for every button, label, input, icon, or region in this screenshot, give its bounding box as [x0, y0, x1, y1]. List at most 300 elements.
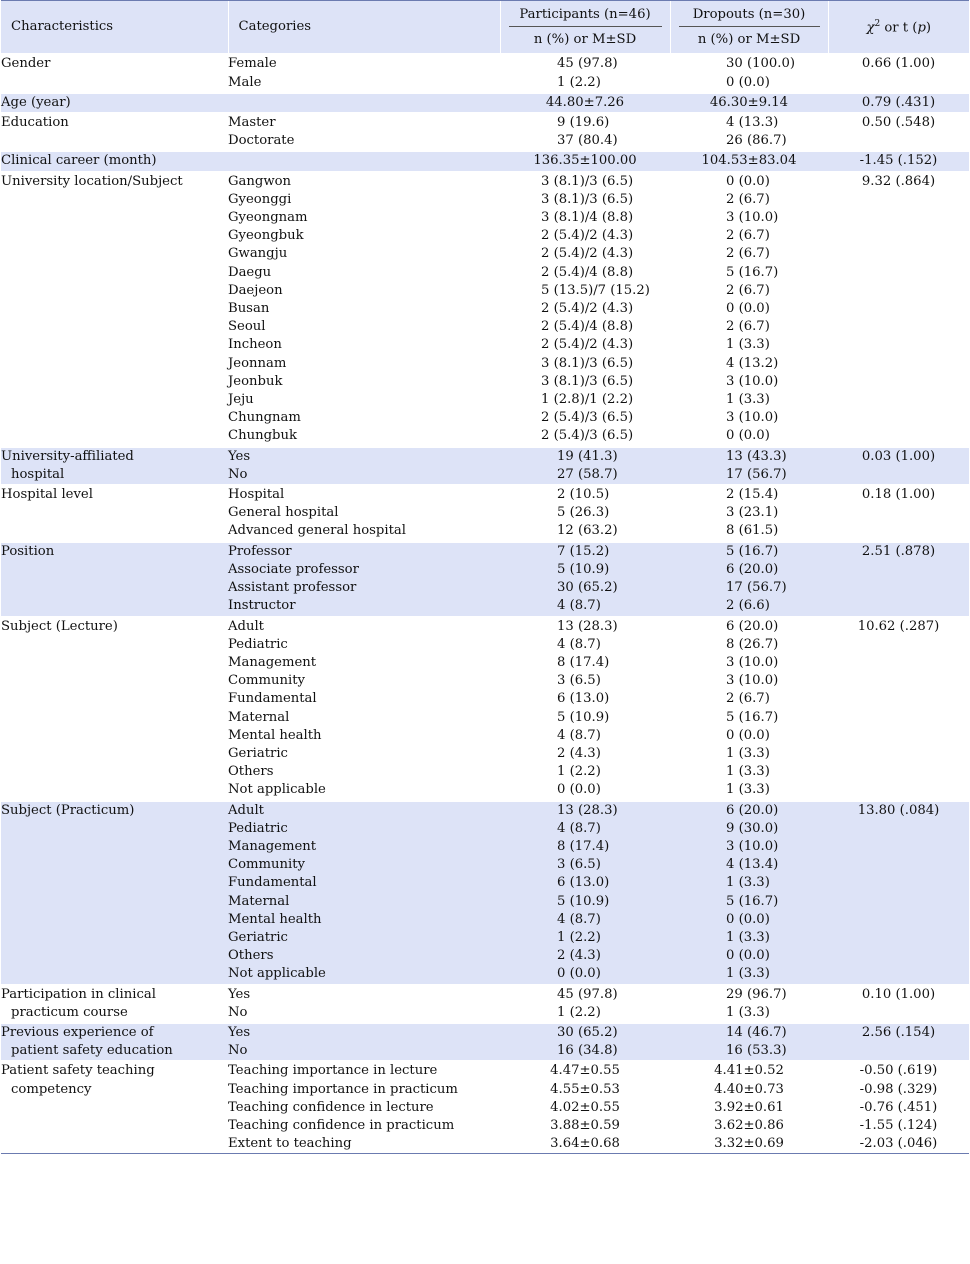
category-label: Adult: [228, 618, 264, 634]
category-label: Management: [228, 838, 317, 854]
dropouts-value: 1 (3.3): [726, 764, 770, 780]
header-dropouts-label: Dropouts (n=30): [692, 7, 806, 22]
category-label: Advanced general hospital: [228, 523, 406, 539]
participants-value: 4.47±0.55: [550, 1063, 620, 1079]
participants-value: 8 (17.4): [557, 838, 610, 854]
characteristic-label: competency: [11, 1081, 92, 1097]
dropouts-value: 6 (20.0): [726, 561, 779, 577]
characteristic-label: patient safety education: [11, 1043, 173, 1059]
category-label: Others: [228, 764, 274, 780]
characteristic-cell: [1, 542, 228, 617]
participants-value: 3 (8.1)/3 (6.5): [541, 173, 634, 189]
header-chi-superscript: 2: [874, 19, 881, 29]
characteristic-cell: [1, 1023, 228, 1061]
participants-value: 12 (63.2): [557, 523, 618, 539]
dropouts-cell: [670, 1061, 828, 1154]
participants-value: 5 (13.5)/7 (15.2): [541, 282, 650, 298]
statistic-cell: [828, 617, 969, 801]
table-row: [1, 93, 969, 113]
participants-value: 5 (10.9): [557, 561, 610, 577]
statistic-cell: [828, 1023, 969, 1061]
dropouts-value: 3 (10.0): [726, 838, 779, 854]
dropouts-value: 5 (16.7): [726, 893, 779, 909]
participants-value: 1 (2.2): [557, 764, 601, 780]
category-cell: [228, 113, 500, 151]
characteristic-cell: [1, 617, 228, 801]
category-label: Jeju: [228, 392, 254, 408]
category-label: Community: [228, 673, 305, 689]
category-cell: [228, 1023, 500, 1061]
category-label: Hospital: [228, 487, 285, 503]
table-row: [1, 485, 969, 542]
dropouts-cell: [670, 801, 828, 985]
participants-value: 37 (80.4): [557, 133, 618, 149]
dropouts-value: 1 (3.3): [726, 392, 770, 408]
participants-value: 4 (8.7): [557, 636, 601, 652]
statistic-value: -1.55 (.124): [859, 1117, 938, 1133]
participants-value: 3 (6.5): [557, 857, 601, 873]
participants-value: 0 (0.0): [557, 782, 601, 798]
category-label: Daejeon: [228, 282, 283, 298]
participants-value: 44.80±7.26: [545, 94, 625, 110]
participants-value: 27 (58.7): [557, 466, 618, 482]
table-row: [1, 985, 969, 1023]
dropouts-value: 3.62±0.86: [714, 1117, 784, 1133]
table-row: [1, 542, 969, 617]
category-label: Gyeongbuk: [228, 228, 304, 244]
dropouts-value: 2 (6.7): [726, 228, 770, 244]
statistic-value: 0.03 (1.00): [861, 448, 936, 464]
category-label: Mental health: [228, 911, 322, 927]
dropouts-value: 14 (46.7): [726, 1024, 787, 1040]
dropouts-cell: [670, 542, 828, 617]
category-label: Chungbuk: [228, 428, 297, 444]
dropouts-cell: [670, 1023, 828, 1061]
dropouts-value: 16 (53.3): [726, 1043, 787, 1059]
statistic-cell: [828, 485, 969, 542]
category-label: Geriatric: [228, 745, 288, 761]
header-participants-label: Participants (n=46): [519, 7, 651, 22]
participants-value: 5 (10.9): [557, 893, 610, 909]
header-categories: Categories: [228, 1, 500, 55]
participants-value: 6 (13.0): [557, 875, 610, 891]
characteristic-label: Position: [1, 543, 55, 559]
statistic-cell: [828, 113, 969, 151]
characteristic-label: Education: [1, 115, 69, 131]
characteristic-label: Previous experience of: [1, 1024, 154, 1040]
category-label: Associate professor: [228, 561, 359, 577]
category-label: Mental health: [228, 727, 322, 743]
category-label: Fundamental: [228, 691, 317, 707]
statistic-cell: [828, 1061, 969, 1154]
statistic-value: 0.79 (.431): [861, 94, 936, 110]
dropouts-value: 2 (6.7): [726, 246, 770, 262]
header-participants-sub: n (%) or M±SD: [500, 27, 670, 54]
dropouts-value: 2 (6.7): [726, 282, 770, 298]
table-row: [1, 801, 969, 985]
category-label: Geriatric: [228, 929, 288, 945]
participants-cell: [500, 151, 670, 171]
dropouts-value: 0 (0.0): [726, 74, 770, 90]
dropouts-cell: [670, 151, 828, 171]
category-cell: [228, 1061, 500, 1154]
participants-value: 136.35±100.00: [533, 153, 637, 169]
dropouts-value: 0 (0.0): [726, 173, 770, 189]
dropouts-value: 4.40±0.73: [714, 1081, 784, 1097]
statistic-cell: [828, 542, 969, 617]
category-cell: [228, 93, 500, 113]
dropouts-cell: [670, 447, 828, 485]
dropouts-value: 1 (3.3): [726, 745, 770, 761]
characteristic-label: University-affiliated: [1, 448, 134, 464]
participants-value: 1 (2.2): [557, 74, 601, 90]
category-label: Management: [228, 654, 317, 670]
header-dropouts: [670, 1, 828, 28]
participants-value: 7 (15.2): [557, 543, 610, 559]
dropouts-value: 3 (10.0): [726, 673, 779, 689]
category-label: Professor: [228, 543, 292, 559]
characteristic-cell: [1, 54, 228, 92]
dropouts-value: 3.32±0.69: [714, 1136, 784, 1152]
participants-value: 9 (19.6): [557, 115, 610, 131]
participants-value: 1 (2.2): [557, 1004, 601, 1020]
category-label: Male: [228, 74, 262, 90]
participants-value: 4 (8.7): [557, 598, 601, 614]
participants-cell: [500, 172, 670, 447]
dropouts-value: 5 (16.7): [726, 264, 779, 280]
statistic-value: 0.66 (1.00): [861, 56, 936, 72]
participants-value: 30 (65.2): [557, 580, 618, 596]
dropouts-value: 4.41±0.52: [714, 1063, 784, 1079]
dropouts-value: 17 (56.7): [726, 580, 787, 596]
category-label: Gangwon: [228, 173, 292, 189]
participants-cell: [500, 113, 670, 151]
dropouts-value: 3.92±0.61: [714, 1099, 784, 1115]
statistic-value: 9.32 (.864): [861, 173, 936, 189]
dropouts-value: 2 (15.4): [726, 487, 779, 503]
statistic-value: 10.62 (.287): [857, 618, 940, 634]
dropouts-cell: [670, 172, 828, 447]
header-stat-text: or t (: [880, 20, 918, 36]
dropouts-value: 8 (26.7): [726, 636, 779, 652]
characteristic-cell: [1, 1061, 228, 1154]
dropouts-cell: [670, 54, 828, 92]
dropouts-value: 1 (3.3): [726, 875, 770, 891]
statistic-cell: [828, 151, 969, 171]
category-label: Maternal: [228, 893, 290, 909]
statistic-value: -0.76 (.451): [859, 1099, 938, 1115]
participants-value: 2 (5.4)/4 (8.8): [541, 319, 634, 335]
participants-value: 3 (8.1)/3 (6.5): [541, 355, 634, 371]
category-label: Teaching confidence in lecture: [228, 1099, 434, 1115]
dropouts-value: 2 (6.6): [726, 598, 770, 614]
dropouts-value: 2 (6.7): [726, 319, 770, 335]
participants-value: 6 (13.0): [557, 691, 610, 707]
statistic-value: 2.51 (.878): [861, 543, 936, 559]
participants-value: 16 (34.8): [557, 1043, 618, 1059]
characteristic-label: practicum course: [11, 1004, 128, 1020]
table-row: [1, 113, 969, 151]
header-p-symbol: p: [917, 20, 926, 36]
category-label: Doctorate: [228, 133, 295, 149]
category-label: Jeonnam: [228, 355, 287, 371]
category-label: Gwangju: [228, 246, 288, 262]
category-label: Extent to teaching: [228, 1136, 352, 1152]
characteristic-label: Clinical career (month): [1, 153, 157, 169]
category-label: Teaching importance in practicum: [228, 1081, 458, 1097]
category-label: Jeonbuk: [228, 373, 283, 389]
dropouts-value: 1 (3.3): [726, 782, 770, 798]
table-row: [1, 617, 969, 801]
category-label: Gyeonggi: [228, 191, 292, 207]
participants-value: 2 (4.3): [557, 745, 601, 761]
dropouts-value: 1 (3.3): [726, 929, 770, 945]
statistic-value: 0.18 (1.00): [861, 487, 936, 503]
dropouts-value: 17 (56.7): [726, 466, 787, 482]
participants-cell: [500, 542, 670, 617]
category-cell: [228, 54, 500, 92]
characteristic-label: University location/Subject: [1, 173, 183, 189]
dropouts-value: 4 (13.3): [726, 115, 779, 131]
statistic-cell: [828, 801, 969, 985]
characteristic-label: Subject (Lecture): [1, 618, 118, 634]
dropouts-value: 6 (20.0): [726, 618, 779, 634]
header-participants: [500, 1, 670, 28]
header-dropouts-sub: n (%) or M±SD: [670, 27, 828, 54]
category-label: Adult: [228, 802, 264, 818]
characteristic-cell: [1, 172, 228, 447]
category-label: Yes: [228, 448, 251, 464]
category-label: No: [228, 1043, 248, 1059]
dropouts-value: 3 (10.0): [726, 373, 779, 389]
category-cell: [228, 985, 500, 1023]
participants-value: 3 (6.5): [557, 673, 601, 689]
dropouts-value: 26 (86.7): [726, 133, 787, 149]
dropouts-value: 1 (3.3): [726, 1004, 770, 1020]
participants-value: 30 (65.2): [557, 1024, 618, 1040]
category-label: Yes: [228, 986, 251, 1002]
statistic-cell: [828, 93, 969, 113]
category-cell: [228, 617, 500, 801]
header-stat-close: ): [925, 20, 932, 36]
participants-value: 4 (8.7): [557, 911, 601, 927]
dropouts-cell: [670, 113, 828, 151]
category-cell: [228, 447, 500, 485]
category-label: Others: [228, 948, 274, 964]
category-label: Teaching confidence in practicum: [228, 1117, 455, 1133]
participants-value: 2 (5.4)/4 (8.8): [541, 264, 634, 280]
participants-value: 5 (10.9): [557, 709, 610, 725]
participants-value: 1 (2.2): [557, 929, 601, 945]
characteristic-label: Age (year): [1, 94, 71, 110]
participants-value: 5 (26.3): [557, 505, 610, 521]
category-cell: [228, 151, 500, 171]
statistic-value: -0.98 (.329): [859, 1081, 938, 1097]
participants-value: 2 (5.4)/2 (4.3): [541, 301, 634, 317]
participants-value: 2 (10.5): [557, 487, 610, 503]
category-label: No: [228, 1004, 248, 1020]
characteristic-cell: [1, 151, 228, 171]
dropouts-value: 29 (96.7): [726, 986, 787, 1002]
dropouts-value: 3 (10.0): [726, 210, 779, 226]
dropouts-value: 5 (16.7): [726, 543, 779, 559]
participants-value: 3.88±0.59: [550, 1117, 620, 1133]
statistic-value: 13.80 (.084): [857, 802, 940, 818]
header-characteristics: Characteristics: [1, 1, 228, 55]
participants-cell: [500, 1061, 670, 1154]
statistic-value: 2.56 (.154): [861, 1024, 936, 1040]
category-label: General hospital: [228, 505, 339, 521]
dropouts-value: 3 (10.0): [726, 654, 779, 670]
participants-value: 2 (5.4)/2 (4.3): [541, 228, 634, 244]
statistic-value: -2.03 (.046): [859, 1136, 938, 1152]
dropouts-value: 3 (23.1): [726, 505, 779, 521]
category-label: Pediatric: [228, 820, 288, 836]
participants-value: 3 (8.1)/4 (8.8): [541, 210, 634, 226]
dropouts-value: 0 (0.0): [726, 948, 770, 964]
participants-value: 4.02±0.55: [550, 1099, 620, 1115]
participants-value: 3.64±0.68: [550, 1136, 620, 1152]
dropouts-value: 30 (100.0): [726, 56, 796, 72]
dropouts-value: 4 (13.4): [726, 857, 779, 873]
participants-cell: [500, 985, 670, 1023]
characteristic-label: Gender: [1, 56, 51, 72]
dropouts-value: 8 (61.5): [726, 523, 779, 539]
category-label: Instructor: [228, 598, 296, 614]
dropouts-cell: [670, 617, 828, 801]
participants-cell: [500, 485, 670, 542]
dropouts-cell: [670, 985, 828, 1023]
characteristic-cell: [1, 985, 228, 1023]
characteristic-cell: [1, 447, 228, 485]
dropouts-cell: [670, 93, 828, 113]
participants-cell: [500, 617, 670, 801]
participants-value: 45 (97.8): [557, 56, 618, 72]
statistic-value: -1.45 (.152): [859, 153, 938, 169]
characteristic-cell: [1, 801, 228, 985]
participants-cell: [500, 1023, 670, 1061]
category-label: Fundamental: [228, 875, 317, 891]
participants-value: 2 (5.4)/2 (4.3): [541, 246, 634, 262]
dropouts-value: 3 (10.0): [726, 410, 779, 426]
participants-value: 4 (8.7): [557, 820, 601, 836]
dropouts-value: 6 (20.0): [726, 802, 779, 818]
category-label: Female: [228, 56, 277, 72]
characteristic-cell: [1, 113, 228, 151]
dropouts-value: 1 (3.3): [726, 966, 770, 982]
participants-cell: [500, 93, 670, 113]
participants-cell: [500, 54, 670, 92]
characteristic-label: Subject (Practicum): [1, 802, 135, 818]
category-label: Seoul: [228, 319, 266, 335]
participants-value: 19 (41.3): [557, 448, 618, 464]
characteristic-label: Participation in clinical: [1, 986, 156, 1002]
participants-value: 8 (17.4): [557, 654, 610, 670]
table-row: [1, 172, 969, 447]
characteristic-label: Hospital level: [1, 487, 93, 503]
dropouts-value: 0 (0.0): [726, 428, 770, 444]
category-label: Maternal: [228, 709, 290, 725]
participants-value: 2 (5.4)/2 (4.3): [541, 337, 634, 353]
dropouts-value: 2 (6.7): [726, 691, 770, 707]
table-row: [1, 447, 969, 485]
table-row: [1, 1023, 969, 1061]
header-chi-symbol: χ: [866, 20, 875, 36]
participants-value: 13 (28.3): [557, 802, 618, 818]
dropouts-value: 4 (13.2): [726, 355, 779, 371]
participants-cell: [500, 801, 670, 985]
dropouts-value: 13 (43.3): [726, 448, 787, 464]
category-label: Teaching importance in lecture: [228, 1063, 438, 1079]
characteristic-cell: [1, 93, 228, 113]
participants-value: 45 (97.8): [557, 986, 618, 1002]
participants-value: 13 (28.3): [557, 618, 618, 634]
category-label: Not applicable: [228, 966, 326, 982]
category-label: Community: [228, 857, 305, 873]
category-label: Not applicable: [228, 782, 326, 798]
characteristics-table: [1, 0, 969, 1154]
participants-value: 2 (5.4)/3 (6.5): [541, 428, 634, 444]
statistic-value: 0.50 (.548): [861, 115, 936, 131]
dropouts-cell: [670, 485, 828, 542]
participants-value: 2 (5.4)/3 (6.5): [541, 410, 634, 426]
table-row: [1, 151, 969, 171]
category-label: Daegu: [228, 264, 272, 280]
category-cell: [228, 172, 500, 447]
category-label: Master: [228, 115, 276, 131]
category-label: Chungnam: [228, 410, 301, 426]
category-label: Gyeongnam: [228, 210, 308, 226]
participants-cell: [500, 447, 670, 485]
dropouts-value: 46.30±9.14: [709, 94, 789, 110]
category-label: Pediatric: [228, 636, 288, 652]
participants-value: 3 (8.1)/3 (6.5): [541, 373, 634, 389]
participants-value: 0 (0.0): [557, 966, 601, 982]
participants-value: 4.55±0.53: [550, 1081, 620, 1097]
dropouts-value: 104.53±83.04: [701, 153, 797, 169]
characteristic-label: Patient safety teaching: [1, 1063, 155, 1079]
participants-value: 3 (8.1)/3 (6.5): [541, 191, 634, 207]
dropouts-value: 9 (30.0): [726, 820, 779, 836]
statistic-cell: [828, 447, 969, 485]
header-statistic: [828, 1, 969, 55]
participants-value: 2 (4.3): [557, 948, 601, 964]
category-cell: [228, 542, 500, 617]
characteristic-label: hospital: [11, 466, 65, 482]
category-cell: [228, 801, 500, 985]
category-cell: [228, 485, 500, 542]
table-row: [1, 1061, 969, 1154]
dropouts-value: 0 (0.0): [726, 911, 770, 927]
dropouts-value: 2 (6.7): [726, 191, 770, 207]
dropouts-value: 0 (0.0): [726, 727, 770, 743]
category-label: Incheon: [228, 337, 282, 353]
category-label: Busan: [228, 301, 270, 317]
table-row: [1, 54, 969, 92]
dropouts-value: 5 (16.7): [726, 709, 779, 725]
category-label: Yes: [228, 1024, 251, 1040]
statistic-value: -0.50 (.619): [859, 1063, 938, 1079]
statistic-value: 0.10 (1.00): [861, 986, 936, 1002]
table-body: [1, 54, 969, 1153]
category-label: Assistant professor: [228, 580, 357, 596]
participants-value: 1 (2.8)/1 (2.2): [541, 392, 634, 408]
statistic-cell: [828, 985, 969, 1023]
participants-value: 4 (8.7): [557, 727, 601, 743]
statistic-cell: [828, 54, 969, 92]
statistic-cell: [828, 172, 969, 447]
dropouts-value: 1 (3.3): [726, 337, 770, 353]
